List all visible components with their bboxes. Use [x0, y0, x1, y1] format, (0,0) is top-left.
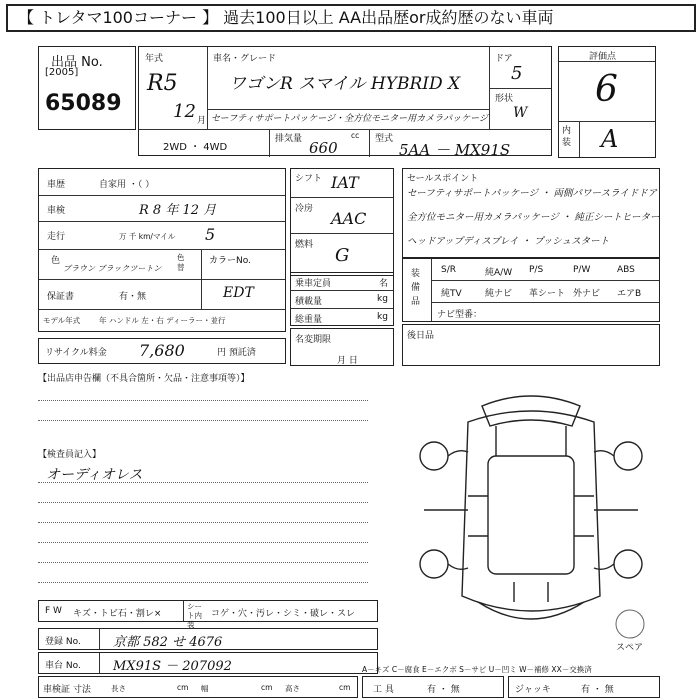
grade-detail: セーフティサポートパッケージ・全方位モニター用カメラパッケージ — [211, 114, 488, 124]
cert-row — [38, 676, 358, 698]
header-block — [138, 46, 552, 159]
lot-year-code: [2005] — [45, 67, 79, 78]
reg-value: 京都 582 せ 4676 — [113, 635, 223, 650]
recycle-box — [38, 338, 286, 364]
mileage-label: 走行 — [47, 232, 66, 242]
jack-value: 有 ・ 無 — [581, 685, 614, 695]
left-block — [38, 168, 286, 332]
declaration-label: 【出品店申告欄（不具合箇所・欠品・注意事項等）】 — [38, 374, 250, 384]
spare-label: スペア — [616, 643, 644, 653]
model-year-label: モデル年式 — [43, 316, 81, 325]
banner-title: 【 トレタマ100コーナー 】 過去100日以上 AA出品歴or成約歴のない車両 — [6, 4, 696, 32]
displacement-value: 660 — [309, 139, 338, 157]
load-label: 積載量 — [295, 297, 323, 307]
model-label: 型式 — [375, 134, 394, 144]
reg-label: 登録 No. — [45, 637, 81, 647]
month-unit: 月 — [197, 116, 207, 126]
chassis-value: MX91S － 207092 — [113, 659, 232, 674]
displacement-label: 排気量 — [275, 134, 303, 144]
equip-item: P/S — [529, 265, 544, 275]
capacity-block — [290, 272, 394, 326]
cert-height-unit: cm — [339, 683, 351, 692]
weight-unit: kg — [377, 312, 388, 322]
equip-item: 純ナビ — [485, 289, 513, 299]
recycle-label: リサイクル料金 — [45, 348, 107, 358]
cert-length-unit: cm — [177, 683, 189, 692]
notes-block — [402, 324, 660, 366]
tools-row — [362, 676, 504, 698]
score-label: 評価点 — [589, 52, 617, 62]
load-unit: kg — [377, 294, 388, 304]
car-cabin — [488, 456, 574, 574]
sheet-label: シート内装 — [187, 602, 202, 629]
capacity-label: 乗車定員 — [295, 279, 332, 289]
interior-value: A — [601, 125, 619, 153]
spare-tire-circle — [616, 610, 644, 638]
mileage-units: 万 千 km/マイル — [119, 232, 176, 241]
tire-front-right — [614, 442, 642, 470]
inspection-value: R 8 年 12 月 — [139, 203, 217, 218]
shift-value: IAT — [331, 173, 359, 192]
fw-label: F W — [45, 606, 62, 616]
navi-model-label: ナビ型番： — [437, 310, 483, 320]
inspection-label: 車検 — [47, 206, 66, 216]
cert-width-unit: cm — [261, 683, 273, 692]
interior-label: 内装 — [562, 126, 572, 148]
chassis-row — [38, 652, 378, 674]
sheet-keys: コゲ・穴・汚レ・シミ・破レ・スレ — [211, 609, 356, 619]
shape-label: 形状 — [495, 94, 514, 104]
name-change-label: 名変期限 — [295, 335, 332, 345]
lot-box — [38, 46, 136, 130]
car-name: ワゴンR スマイル HYBRID X — [229, 74, 461, 94]
sales-block — [402, 168, 660, 258]
sales-point-3: ヘッドアップディスプレイ ・ プッシュスタート — [407, 236, 610, 247]
equip-item: ABS — [617, 265, 635, 275]
sales-point-1: セーフティサポートパッケージ ・ 両側パワースライドドア — [407, 188, 658, 199]
notes-label: 後日品 — [407, 331, 435, 341]
warranty-label: 保証書 — [47, 292, 75, 302]
cert-label: 車検証 寸法 — [43, 685, 91, 695]
jack-row — [508, 676, 660, 698]
shape-value: W — [513, 105, 528, 121]
ac-label: 冷房 — [295, 204, 314, 214]
name-label: 車名・グレード — [213, 54, 277, 64]
lot-number: 65089 — [45, 91, 122, 116]
month-value: 12 — [173, 101, 196, 122]
year-value: R5 — [147, 71, 178, 96]
model-year-row: 年 ハンドル 左・右 ディーラー・並行 — [99, 316, 226, 325]
fw-keys: キズ・トビ石・割レ× — [73, 609, 162, 619]
history-label: 車歴 — [47, 180, 66, 190]
doors-label: ドア — [495, 54, 513, 64]
score-value: 6 — [595, 69, 618, 110]
recycle-value: 7,680 — [139, 341, 185, 360]
equip-item: 革シート — [529, 289, 566, 299]
color-value: ブラウン ブラックツートン — [63, 264, 162, 273]
color-no-value: EDT — [223, 285, 254, 301]
warranty-value: 有・無 — [119, 292, 147, 302]
damage-legend: A－キズ C－腐食 E－エクボ S－サビ U－凹ミ W－補修 XX－交換済 — [362, 665, 592, 674]
tools-value: 有 ・ 無 — [427, 685, 460, 695]
model-value: 5AA － MX91S — [399, 141, 511, 159]
color-no-label: カラーNo. — [209, 256, 251, 266]
equip-item: 純A/W — [485, 268, 513, 278]
jack-label: ジャッキ — [515, 685, 551, 695]
color-change-label: 色替 — [177, 253, 185, 272]
displacement-unit: cc — [351, 131, 360, 140]
mileage-value: 5 — [205, 225, 216, 244]
cert-width: 幅 — [201, 684, 209, 693]
fuel-label: 燃料 — [295, 240, 314, 250]
fw-row — [38, 600, 378, 629]
tire-rear-left — [420, 550, 448, 578]
equipment-block — [402, 258, 660, 322]
sales-point-2: 全方位モニター用カメラパッケージ ・ 純正シートヒーター — [407, 212, 660, 223]
tools-label: 工 具 — [373, 685, 394, 695]
equip-item: 純TV — [441, 289, 462, 299]
tire-rear-right — [614, 550, 642, 578]
drive-label: 2WD ・ 4WD — [163, 142, 228, 153]
mid-block — [290, 168, 394, 276]
car-body-outline — [462, 411, 600, 611]
equip-item: S/R — [441, 265, 456, 275]
history-value: 自家用 ・（ ） — [99, 180, 155, 190]
ac-value: AAC — [331, 209, 367, 228]
doors-value: 5 — [511, 63, 523, 84]
weight-label: 総重量 — [295, 315, 323, 325]
fuel-value: G — [335, 245, 350, 266]
cert-height: 高さ — [285, 684, 300, 693]
year-label: 年式 — [145, 54, 164, 64]
capacity-unit: 名 — [379, 279, 389, 289]
name-change-block — [290, 328, 394, 366]
name-change-unit: 月 日 — [337, 356, 358, 366]
equip-item: P/W — [573, 265, 591, 275]
reg-row — [38, 628, 378, 650]
equip-label: 装備品 — [411, 269, 421, 307]
inspector-label: 【検査員記入】 — [38, 450, 102, 460]
score-box — [558, 46, 656, 158]
inspector-note: オーディオレス — [46, 467, 143, 483]
equip-item: 外ナビ — [573, 289, 601, 299]
lot-label: 出品 No. — [51, 55, 103, 70]
recycle-unit: 円 預託済 — [217, 348, 256, 358]
sales-label: セールスポイント — [407, 174, 479, 184]
shift-label: シフト — [295, 174, 323, 184]
color-label: 色 — [51, 256, 61, 266]
cert-length: 長さ — [111, 684, 126, 693]
chassis-label: 車台 No. — [45, 661, 81, 671]
equip-item: エアB — [617, 289, 642, 299]
car-diagram — [404, 386, 658, 648]
tire-front-left — [420, 442, 448, 470]
